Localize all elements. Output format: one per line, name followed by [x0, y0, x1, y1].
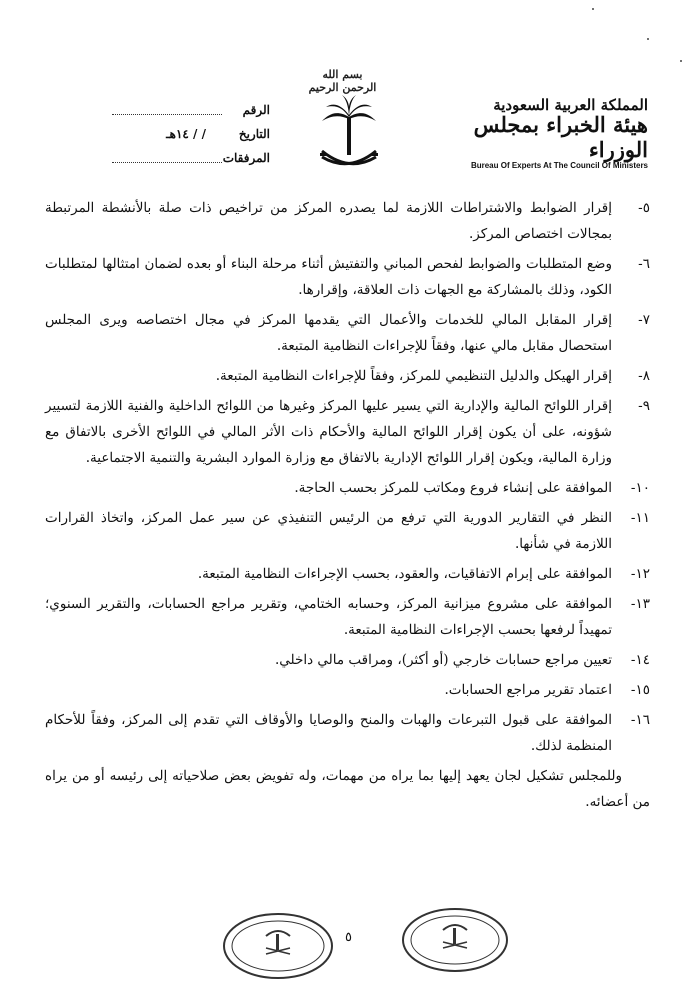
- item-text: الموافقة على إبرام الاتفاقيات، والعقود، بحسب الإجراءات النظامية المتبعة.: [197, 566, 612, 582]
- attachments-label: المرفقات: [222, 151, 270, 165]
- kingdom-name: المملكة العربية السعودية: [493, 96, 648, 114]
- item-number: ١١-: [630, 510, 650, 526]
- bureau-name-arabic: هيئة الخبراء بمجلس الوزراء: [473, 112, 648, 162]
- item-text: تعيين مراجع حسابات خارجي (أو أكثر)، ومراقب مالي داخلي.: [275, 652, 612, 668]
- bureau-name-english: Bureau Of Experts At The Council Of Ministers: [470, 161, 648, 170]
- scan-speck: [647, 38, 649, 40]
- item-text: إقرار الضوابط والاشتراطات اللازمة لما يصدره المركز من تراخيص ذات صلة بالأنشطة المرتبطة بمجالات اختصاص المركز.: [45, 200, 612, 242]
- list-item: [45, 195, 650, 247]
- date-label: التاريخ: [238, 127, 270, 141]
- item-number: ٨-: [638, 368, 650, 384]
- number-label: الرقم: [242, 103, 270, 117]
- closing-paragraph: وللمجلس تشكيل لجان يعهد إليها بما يراه من مهمات، وله تفويض بعض صلاحياته إلى رئيسه أو من يراه من أعضائه.: [45, 768, 650, 810]
- item-text: الموافقة على إنشاء فروع ومكاتب للمركز بحسب الحاجة.: [294, 480, 612, 496]
- list-item: [45, 307, 650, 359]
- list-item: [45, 363, 650, 389]
- list-item: [45, 707, 650, 759]
- list-item: [45, 475, 650, 501]
- scan-speck: [680, 60, 682, 62]
- list-item: [45, 251, 650, 303]
- item-number: ٦-: [638, 256, 650, 272]
- item-text: الموافقة على مشروع ميزانية المركز، وحسابه الختامي، وتقرير مراجع الحسابات، والتقرير السنوي؛ تمهيداً لرفعها بحسب الإجراءات النظامية المتبعة.: [45, 596, 612, 638]
- list-item: [45, 677, 650, 703]
- palm-swords-emblem-icon: [318, 95, 380, 175]
- item-text: النظر في التقارير الدورية التي ترفع من الرئيس التنفيذي عن سير عمل المركز، واتخاذ القرارات اللازمة في شأنها.: [45, 510, 612, 552]
- attachments-line: [112, 162, 222, 163]
- item-number: ١٥-: [630, 682, 650, 698]
- list-item: [45, 505, 650, 557]
- item-number: ٩-: [638, 398, 650, 414]
- item-number: ١٣-: [630, 596, 650, 612]
- date-field: [40, 127, 270, 145]
- item-number: ١٠-: [630, 480, 650, 496]
- item-text: وضع المتطلبات والضوابط لفحص المباني والتفتيش أثناء مرحلة البناء أو بعده لضمان امتثالها لمتطلبات الكود، وذلك بالمشاركة مع الجهات ذات العلاقة، وإقرارها.: [45, 256, 612, 298]
- letterhead: [0, 0, 700, 185]
- list-item: [45, 393, 650, 471]
- item-text: إقرار الهيكل والدليل التنظيمي للمركز، وفقاً للإجراءات النظامية المتبعة.: [215, 368, 612, 384]
- bureau-seal-icon: [222, 912, 334, 980]
- secretariat-seal-icon: [400, 906, 510, 974]
- item-number: ١٦-: [630, 712, 650, 728]
- list-item: [45, 647, 650, 673]
- item-text: الموافقة على قبول التبرعات والهبات والمنح والوصايا والأوقاف التي تقدم إلى المركز، وفقاً للأحكام المنظمة لذلك.: [45, 712, 612, 754]
- scan-speck: [592, 8, 594, 10]
- date-value: / / ١٤هـ: [166, 127, 206, 141]
- attachments-field: [40, 151, 270, 169]
- item-number: ١٢-: [630, 566, 650, 582]
- number-line: [112, 114, 222, 115]
- item-number: ٧-: [638, 312, 650, 328]
- item-text: إقرار اللوائح المالية والإدارية التي يسير عليها المركز وغيرها من اللوائح الداخلية والفنية اللازمة لتسيير شؤونه، على أن يكون إقرار اللوائح المالية والأحكام ذات الأثر المالي في اللوائح الأخرى بالاتفاق مع وزارة المالية، ويكون إقرار اللوائح الإدارية بالاتفاق مع وزارة الموارد البشرية والتنمية الاجتماعية.: [45, 398, 612, 466]
- item-text: إقرار المقابل المالي للخدمات والأعمال التي يقدمها المركز في مجال اختصاصه ويرى المجلس استحصال مقابل مالي عنها، وفقاً للإجراءات النظامية المتبعة.: [45, 312, 612, 354]
- item-number: ١٤-: [630, 652, 650, 668]
- number-field: [40, 103, 270, 121]
- basmala: بسم الله الرحمن الرحيم: [308, 68, 377, 94]
- list-item: [45, 561, 650, 587]
- page-number: ٥: [345, 930, 352, 945]
- item-number: ٥-: [638, 200, 650, 216]
- item-text: اعتماد تقرير مراجع الحسابات.: [444, 682, 612, 698]
- list-item: [45, 591, 650, 643]
- document-body: [45, 195, 650, 815]
